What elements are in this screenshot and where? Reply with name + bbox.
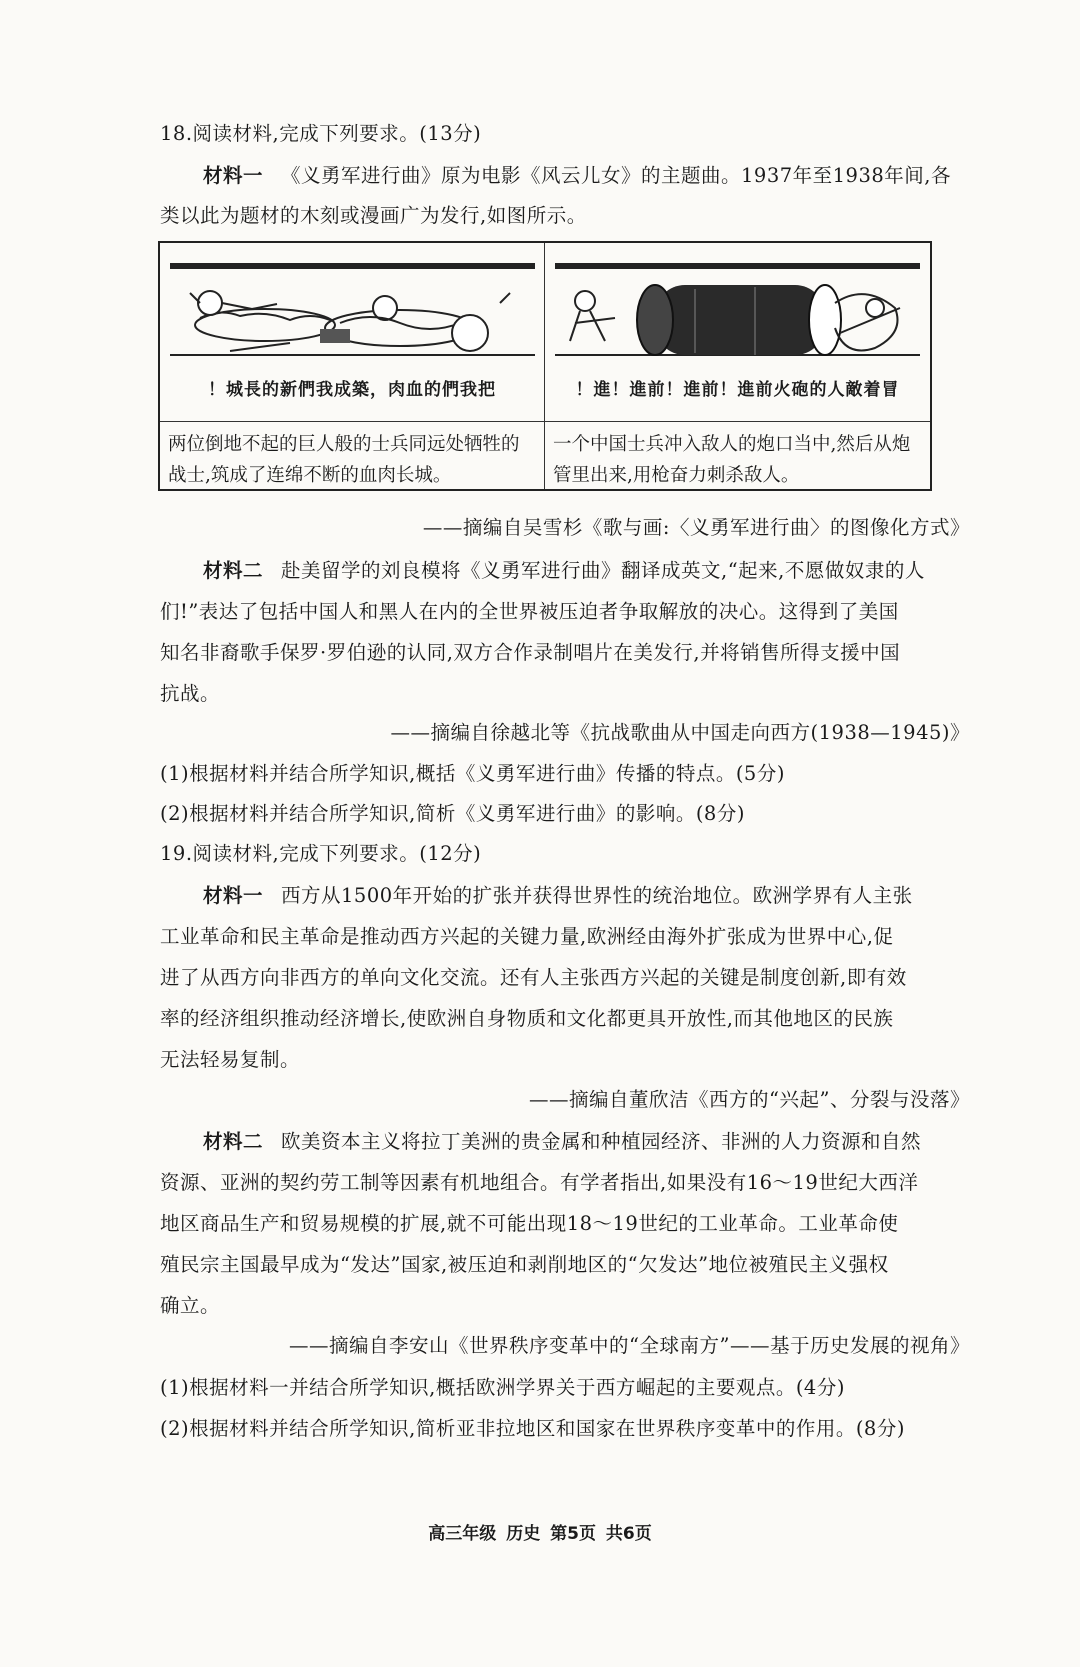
q19-material2-line1: 材料二 欧美资本主义将拉丁美洲的贵金属和种植园经济、非洲的人力资源和自然 — [203, 1130, 922, 1153]
q19-material2-line3: 地区商品生产和贸易规模的扩展,就不可能出现18～19世纪的工业革命。工业革命使 — [160, 1212, 899, 1235]
q19-material2-line2: 资源、亚洲的契约劳工制等因素有机地组合。有学者指出,如果没有16～19世纪大西洋 — [160, 1171, 919, 1194]
comic-right-title: ！進！進前！進前！進前火砲的人敵着冒 — [575, 380, 900, 400]
page-footer: 高三年级 历史 第5页 共6页 — [428, 1524, 652, 1544]
q19-material2-line5: 确立。 — [160, 1294, 221, 1317]
q18-material2-tag: 材料二 — [203, 559, 264, 582]
q18-material1-tag: 材料一 — [203, 164, 264, 187]
comic-image-row — [160, 243, 930, 422]
comic-left-caption: 两位倒地不起的巨人般的士兵同远处牺牲的战士,筑成了连绵不断的血肉长城。 — [168, 434, 520, 486]
comic-figure-table — [158, 241, 932, 491]
q19-material1-line5: 无法轻易复制。 — [160, 1048, 301, 1071]
q19-source2: ——摘编自李安山《世界秩序变革中的“全球南方”——基于历史发展的视角》 — [289, 1334, 970, 1357]
q19-task2: (2)根据材料并结合所学知识,简析亚非拉地区和国家在世界秩序变革中的作用。(8分) — [160, 1417, 905, 1440]
q19-material1-line4: 率的经济组织推动经济增长,使欧洲自身物质和文化都更具开放性,而其他地区的民族 — [160, 1007, 894, 1030]
q19-material2-line4: 殖民宗主国最早成为“发达”国家,被压迫和剥削地区的“欠发达”地位被殖民主义强权 — [160, 1253, 889, 1276]
comic-left-title: ！城長的新們我成築，肉血的們我把 — [208, 380, 496, 400]
q18-material2-line3: 知名非裔歌手保罗·罗伯逊的认同,双方合作录制唱片在美发行,并将销售所得支援中国 — [160, 641, 901, 664]
q18-task2: (2)根据材料并结合所学知识,简析《义勇军进行曲》的影响。(8分) — [160, 802, 745, 825]
comic-left — [160, 243, 545, 421]
q18-material2-line4: 抗战。 — [160, 682, 221, 705]
q19-material2-tag: 材料二 — [203, 1130, 264, 1153]
q19-material1-line1: 材料一 西方从1500年开始的扩张并获得世界性的统治地位。欧洲学界有人主张 — [203, 884, 913, 907]
comic-left-caption-cell — [160, 421, 545, 489]
q18-material2-line1: 材料二 赴美留学的刘良模将《义勇军进行曲》翻译成英文,“起来,不愿做奴隶的人 — [203, 559, 925, 582]
q18-source2: ——摘编自徐越北等《抗战歌曲从中国走向西方(1938—1945)》 — [390, 721, 970, 744]
q19-material1-line3: 进了从西方向非西方的单向文化交流。还有人主张西方兴起的关键是制度创新,即有效 — [160, 966, 907, 989]
q18-material1-line2: 类以此为题材的木刻或漫画广为发行,如图所示。 — [160, 204, 587, 227]
q18-task1: (1)根据材料并结合所学知识,概括《义勇军进行曲》传播的特点。(5分) — [160, 762, 785, 785]
q19-material1-line2: 工业革命和民主革命是推动西方兴起的关键力量,欧洲经由海外扩张成为世界中心,促 — [160, 925, 894, 948]
comic-right-caption-cell — [545, 421, 930, 489]
q19-source1: ——摘编自董欣洁《西方的“兴起”、分裂与没落》 — [529, 1088, 970, 1111]
comic-left-illustration — [170, 263, 535, 388]
q19-heading: 19.阅读材料,完成下列要求。(12分) — [160, 842, 482, 865]
comic-right-illustration — [555, 263, 920, 388]
comic-right-caption: 一个中国士兵冲入敌人的炮口当中,然后从炮管里出来,用枪奋力刺杀敌人。 — [553, 434, 911, 486]
q18-material2-line2: 们!”表达了包括中国人和黑人在内的全世界被压迫者争取解放的决心。这得到了美国 — [160, 600, 899, 623]
q18-material1-line1: 材料一 《义勇军进行曲》原为电影《风云儿女》的主题曲。1937年至1938年间,各 — [203, 164, 951, 187]
q18-heading: 18.阅读材料,完成下列要求。(13分) — [160, 122, 482, 145]
comic-right — [545, 243, 930, 421]
q19-material1-tag: 材料一 — [203, 884, 264, 907]
q19-task1: (1)根据材料一并结合所学知识,概括欧洲学界关于西方崛起的主要观点。(4分) — [160, 1376, 845, 1399]
q18-source1: ——摘编自吴雪杉《歌与画:〈义勇军进行曲〉的图像化方式》 — [422, 516, 970, 539]
comic-caption-row — [160, 421, 930, 489]
